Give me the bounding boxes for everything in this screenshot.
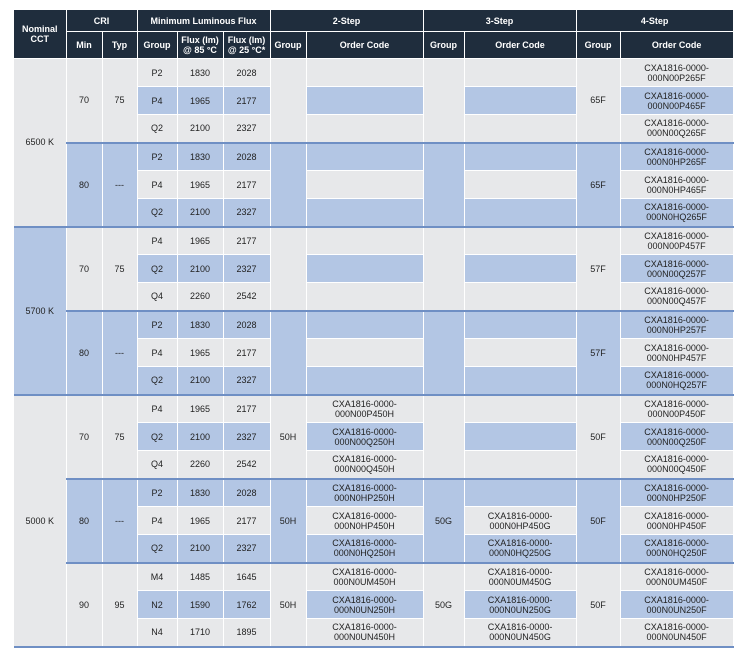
step3-order-code — [464, 479, 576, 507]
step2-order-code — [306, 283, 423, 311]
flux-25-cell: 2177 — [223, 171, 270, 199]
header-cri: CRI — [66, 10, 137, 32]
step4-order-code: CXA1816-0000-000N00Q265F — [620, 115, 733, 143]
flux-85-cell: 1830 — [177, 311, 223, 339]
flux-group-cell: N2 — [137, 591, 177, 619]
flux-85-cell: 2260 — [177, 283, 223, 311]
cri-typ-cell: --- — [102, 311, 137, 395]
flux-group-cell: P4 — [137, 171, 177, 199]
step3-order-code — [464, 59, 576, 87]
step2-order-code: CXA1816-0000-000N0HQ250H — [306, 535, 423, 563]
step3-group-cell: 50G — [423, 479, 464, 563]
step3-order-code — [464, 171, 576, 199]
flux-85-cell: 1830 — [177, 143, 223, 171]
cri-typ-cell: 75 — [102, 395, 137, 479]
flux-85-cell: 1965 — [177, 171, 223, 199]
step4-order-code: CXA1816-0000-000N00Q450F — [620, 451, 733, 479]
flux-85-cell: 2100 — [177, 199, 223, 227]
flux-25-cell: 2327 — [223, 535, 270, 563]
cri-min-cell: 90 — [66, 563, 102, 647]
step3-group-cell — [423, 395, 464, 479]
header-4step-group: Group — [576, 32, 620, 59]
step2-group-cell: 50H — [270, 563, 306, 647]
step2-order-code: CXA1816-0000-000N00Q450H — [306, 451, 423, 479]
cri-typ-cell: --- — [102, 479, 137, 563]
flux-group-cell: P2 — [137, 479, 177, 507]
step2-order-code: CXA1816-0000-000N0UN250H — [306, 591, 423, 619]
step2-order-code — [306, 311, 423, 339]
step3-order-code — [464, 451, 576, 479]
step3-order-code — [464, 255, 576, 283]
flux-85-cell: 1590 — [177, 591, 223, 619]
flux-85-cell: 2100 — [177, 115, 223, 143]
cct-cell: 5700 K — [14, 227, 66, 395]
step3-order-code — [464, 339, 576, 367]
step2-group-cell — [270, 227, 306, 311]
step4-order-code: CXA1816-0000-000N00P265F — [620, 59, 733, 87]
flux-25-cell: 2327 — [223, 255, 270, 283]
header-cri-min: Min — [66, 32, 102, 59]
cct-cell: 6500 K — [14, 59, 66, 227]
cri-min-cell: 70 — [66, 59, 102, 143]
flux-85-cell: 2100 — [177, 367, 223, 395]
flux-group-cell: P2 — [137, 59, 177, 87]
flux-25-cell: 2542 — [223, 283, 270, 311]
step4-order-code: CXA1816-0000-000N0HP465F — [620, 171, 733, 199]
header-2step-group: Group — [270, 32, 306, 59]
step4-order-code: CXA1816-0000-000N0UN250F — [620, 591, 733, 619]
flux-group-cell: P2 — [137, 143, 177, 171]
flux-25-cell: 2327 — [223, 423, 270, 451]
step4-group-cell: 50F — [576, 563, 620, 647]
flux-group-cell: Q4 — [137, 451, 177, 479]
flux-25-cell: 2028 — [223, 479, 270, 507]
step3-order-code — [464, 395, 576, 423]
flux-25-cell: 1645 — [223, 563, 270, 591]
header-flux-85: Flux (lm) @ 85 °C — [177, 32, 223, 59]
table-row — [14, 479, 733, 507]
flux-25-cell: 2542 — [223, 451, 270, 479]
flux-85-cell: 1485 — [177, 563, 223, 591]
flux-85-cell: 1830 — [177, 59, 223, 87]
cri-min-cell: 80 — [66, 143, 102, 227]
cri-min-cell: 70 — [66, 395, 102, 479]
order-code-table — [14, 10, 734, 648]
step2-group-cell — [270, 59, 306, 143]
flux-group-cell: P4 — [137, 507, 177, 535]
step4-group-cell: 50F — [576, 479, 620, 563]
step2-order-code — [306, 171, 423, 199]
cri-min-cell: 80 — [66, 311, 102, 395]
step2-order-code: CXA1816-0000-000N00P450H — [306, 395, 423, 423]
step2-order-code — [306, 199, 423, 227]
flux-group-cell: M4 — [137, 563, 177, 591]
header-3-step: 3-Step — [423, 10, 576, 32]
cri-typ-cell: 75 — [102, 227, 137, 311]
step2-group-cell: 50H — [270, 479, 306, 563]
step4-order-code: CXA1816-0000-000N00P457F — [620, 227, 733, 255]
flux-85-cell: 2100 — [177, 423, 223, 451]
cri-typ-cell: --- — [102, 143, 137, 227]
step4-order-code: CXA1816-0000-000N0HQ257F — [620, 367, 733, 395]
step4-order-code: CXA1816-0000-000N0HQ250F — [620, 535, 733, 563]
step3-group-cell — [423, 59, 464, 143]
step2-order-code: CXA1816-0000-000N0HP450H — [306, 507, 423, 535]
step2-order-code: CXA1816-0000-000N00Q250H — [306, 423, 423, 451]
step4-group-cell: 50F — [576, 395, 620, 479]
flux-group-cell: N4 — [137, 619, 177, 647]
flux-group-cell: Q2 — [137, 255, 177, 283]
header-cri-typ: Typ — [102, 32, 137, 59]
table-row — [14, 227, 733, 255]
header-min-flux: Minimum Luminous Flux — [137, 10, 270, 32]
flux-25-cell: 2177 — [223, 395, 270, 423]
step2-order-code — [306, 227, 423, 255]
flux-25-cell: 2327 — [223, 115, 270, 143]
flux-25-cell: 2327 — [223, 199, 270, 227]
cri-typ-cell: 75 — [102, 59, 137, 143]
flux-group-cell: P4 — [137, 339, 177, 367]
step3-order-code — [464, 367, 576, 395]
header-3step-group: Group — [423, 32, 464, 59]
flux-25-cell: 2177 — [223, 339, 270, 367]
step3-order-code: CXA1816-0000-000N0UM450G — [464, 563, 576, 591]
step3-order-code — [464, 87, 576, 115]
flux-group-cell: P4 — [137, 87, 177, 115]
step2-order-code — [306, 255, 423, 283]
header-flux-25: Flux (lm) @ 25 °C* — [223, 32, 270, 59]
flux-group-cell: P4 — [137, 395, 177, 423]
step2-order-code — [306, 59, 423, 87]
flux-25-cell: 2028 — [223, 143, 270, 171]
flux-group-cell: Q2 — [137, 115, 177, 143]
step2-order-code: CXA1816-0000-000N0UM450H — [306, 563, 423, 591]
cct-cell: 5000 K — [14, 395, 66, 647]
flux-25-cell: 2028 — [223, 59, 270, 87]
step3-order-code — [464, 423, 576, 451]
table-row — [14, 563, 733, 591]
flux-group-cell: Q2 — [137, 535, 177, 563]
flux-25-cell: 2028 — [223, 311, 270, 339]
step4-order-code: CXA1816-0000-000N0UM450F — [620, 563, 733, 591]
step2-group-cell — [270, 143, 306, 227]
cri-min-cell: 80 — [66, 479, 102, 563]
cri-min-cell: 70 — [66, 227, 102, 311]
header-3step-order-code: Order Code — [464, 32, 576, 59]
flux-group-cell: Q2 — [137, 367, 177, 395]
header-flux-group: Group — [137, 32, 177, 59]
flux-25-cell: 2177 — [223, 87, 270, 115]
step3-group-cell: 50G — [423, 563, 464, 647]
flux-85-cell: 2100 — [177, 255, 223, 283]
flux-85-cell: 1710 — [177, 619, 223, 647]
step4-order-code: CXA1816-0000-000N0HP250F — [620, 479, 733, 507]
step4-order-code: CXA1816-0000-000N0HP450F — [620, 507, 733, 535]
step4-order-code: CXA1816-0000-000N00P465F — [620, 87, 733, 115]
flux-group-cell: P4 — [137, 227, 177, 255]
step4-order-code: CXA1816-0000-000N0UN450F — [620, 619, 733, 647]
flux-25-cell: 2177 — [223, 227, 270, 255]
table-row — [14, 311, 733, 339]
step3-order-code — [464, 199, 576, 227]
flux-25-cell: 2177 — [223, 507, 270, 535]
flux-group-cell: P2 — [137, 311, 177, 339]
step4-group-cell: 65F — [576, 59, 620, 143]
flux-85-cell: 1965 — [177, 227, 223, 255]
step3-order-code — [464, 227, 576, 255]
step2-order-code: CXA1816-0000-000N0UN450H — [306, 619, 423, 647]
flux-group-cell: Q4 — [137, 283, 177, 311]
step3-order-code — [464, 283, 576, 311]
step4-order-code: CXA1816-0000-000N0HP457F — [620, 339, 733, 367]
step3-order-code — [464, 311, 576, 339]
table-row — [14, 143, 733, 171]
flux-25-cell: 1895 — [223, 619, 270, 647]
step4-order-code: CXA1816-0000-000N0HP265F — [620, 143, 733, 171]
header-2-step: 2-Step — [270, 10, 423, 32]
step3-order-code: CXA1816-0000-000N0HQ250G — [464, 535, 576, 563]
table-row — [14, 59, 733, 87]
cri-typ-cell: 95 — [102, 563, 137, 647]
step2-order-code — [306, 115, 423, 143]
flux-85-cell: 1965 — [177, 87, 223, 115]
step2-order-code — [306, 143, 423, 171]
header-4-step: 4-Step — [576, 10, 733, 32]
step4-order-code: CXA1816-0000-000N00P450F — [620, 395, 733, 423]
step4-group-cell: 57F — [576, 311, 620, 395]
flux-25-cell: 2327 — [223, 367, 270, 395]
step2-order-code — [306, 339, 423, 367]
step4-order-code: CXA1816-0000-000N0HP257F — [620, 311, 733, 339]
header-4step-order-code: Order Code — [620, 32, 733, 59]
step3-order-code: CXA1816-0000-000N0UN250G — [464, 591, 576, 619]
flux-85-cell: 2260 — [177, 451, 223, 479]
step2-order-code — [306, 367, 423, 395]
step3-order-code: CXA1816-0000-000N0HP450G — [464, 507, 576, 535]
header-nominal-cct: Nominal CCT — [14, 10, 66, 59]
step3-order-code: CXA1816-0000-000N0UN450G — [464, 619, 576, 647]
step2-order-code: CXA1816-0000-000N0HP250H — [306, 479, 423, 507]
flux-85-cell: 1965 — [177, 507, 223, 535]
step4-group-cell: 57F — [576, 227, 620, 311]
flux-85-cell: 1965 — [177, 395, 223, 423]
step3-order-code — [464, 143, 576, 171]
flux-group-cell: Q2 — [137, 199, 177, 227]
step4-order-code: CXA1816-0000-000N00Q257F — [620, 255, 733, 283]
step2-group-cell — [270, 311, 306, 395]
step4-order-code: CXA1816-0000-000N00Q250F — [620, 423, 733, 451]
flux-group-cell: Q2 — [137, 423, 177, 451]
step3-group-cell — [423, 311, 464, 395]
table-row — [14, 395, 733, 423]
step2-order-code — [306, 87, 423, 115]
step4-order-code: CXA1816-0000-000N0HQ265F — [620, 199, 733, 227]
step3-group-cell — [423, 143, 464, 227]
flux-85-cell: 1830 — [177, 479, 223, 507]
flux-85-cell: 1965 — [177, 339, 223, 367]
table-body — [14, 59, 733, 647]
step3-order-code — [464, 115, 576, 143]
header-2step-order-code: Order Code — [306, 32, 423, 59]
flux-85-cell: 2100 — [177, 535, 223, 563]
step2-group-cell: 50H — [270, 395, 306, 479]
flux-25-cell: 1762 — [223, 591, 270, 619]
step4-order-code: CXA1816-0000-000N00Q457F — [620, 283, 733, 311]
step4-group-cell: 65F — [576, 143, 620, 227]
step3-group-cell — [423, 227, 464, 311]
